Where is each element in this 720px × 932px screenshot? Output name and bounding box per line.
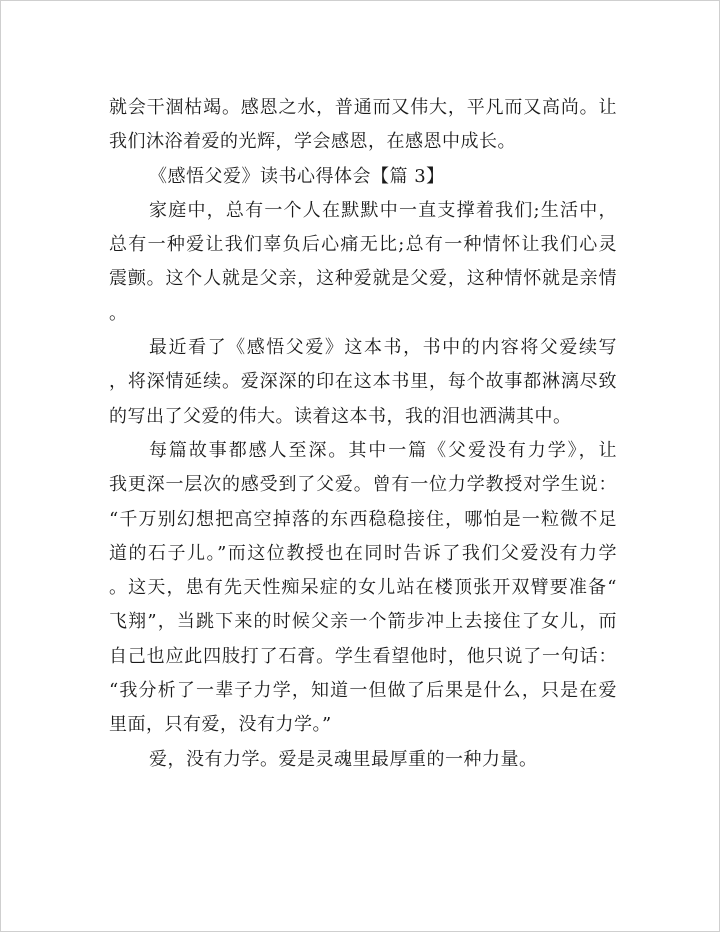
section-title: 《感悟父爱》读书心得体会【篇 3】: [149, 165, 445, 187]
text-line: 。这天，患有先天性痴呆症的女儿站在楼顶张开双臂要准备“: [109, 577, 617, 599]
text-line: 道的石子儿。”而这位教授也在同时告诉了我们父爱没有力学: [109, 542, 617, 564]
text-line: 震颤。这个人就是父亲，这种爱就是父爱，这种情怀就是亲情: [109, 268, 617, 290]
text-line: 就会干涸枯竭。感恩之水，普通而又伟大，平凡而又高尚。让: [109, 97, 617, 118]
text-line: 。: [109, 302, 128, 324]
text-line: 飞翔”，当跳下来的时候父亲一个箭步冲上去接住了女儿，而: [109, 611, 617, 633]
text-line: 爱，没有力学。爱是灵魂里最厚重的一种力量。: [149, 748, 538, 770]
text-line: 每篇故事都感人至深。其中一篇《父爱没有力学》，让: [149, 439, 617, 461]
document-body: [109, 91, 617, 777]
text-line: “我分析了一辈子力学，知道一但做了后果是什么，只是在爱: [109, 680, 617, 702]
text-line: 我更深一层次的感受到了父爱。曾有一位力学教授对学生说：: [109, 474, 617, 496]
text-line: 的写出了父爱的伟大。读着这本书，我的泪也洒满其中。: [109, 405, 572, 427]
text-line: 里面，只有爱，没有力学。”: [109, 714, 332, 736]
text-line: ，将深情延续。爱深深的印在这本书里，每个故事都淋漓尽致: [109, 371, 617, 393]
text-line: 最近看了《感悟父爱》这本书，书中的内容将父爱续写: [149, 337, 617, 359]
text-line: 我们沐浴着爱的光辉，学会感恩，在感恩中成长。: [109, 131, 516, 153]
text-line: 总有一种爱让我们辜负后心痛无比;总有一种情怀让我们心灵: [109, 234, 617, 256]
text-line: “千万别幻想把高空掉落的东西稳稳接住，哪怕是一粒微不足: [109, 508, 617, 530]
text-line: 家庭中，总有一个人在默默中一直支撑着我们;生活中，: [149, 199, 617, 221]
text-line: 自己也应此四肢打了石膏。学生看望他时，他只说了一句话：: [109, 645, 617, 667]
